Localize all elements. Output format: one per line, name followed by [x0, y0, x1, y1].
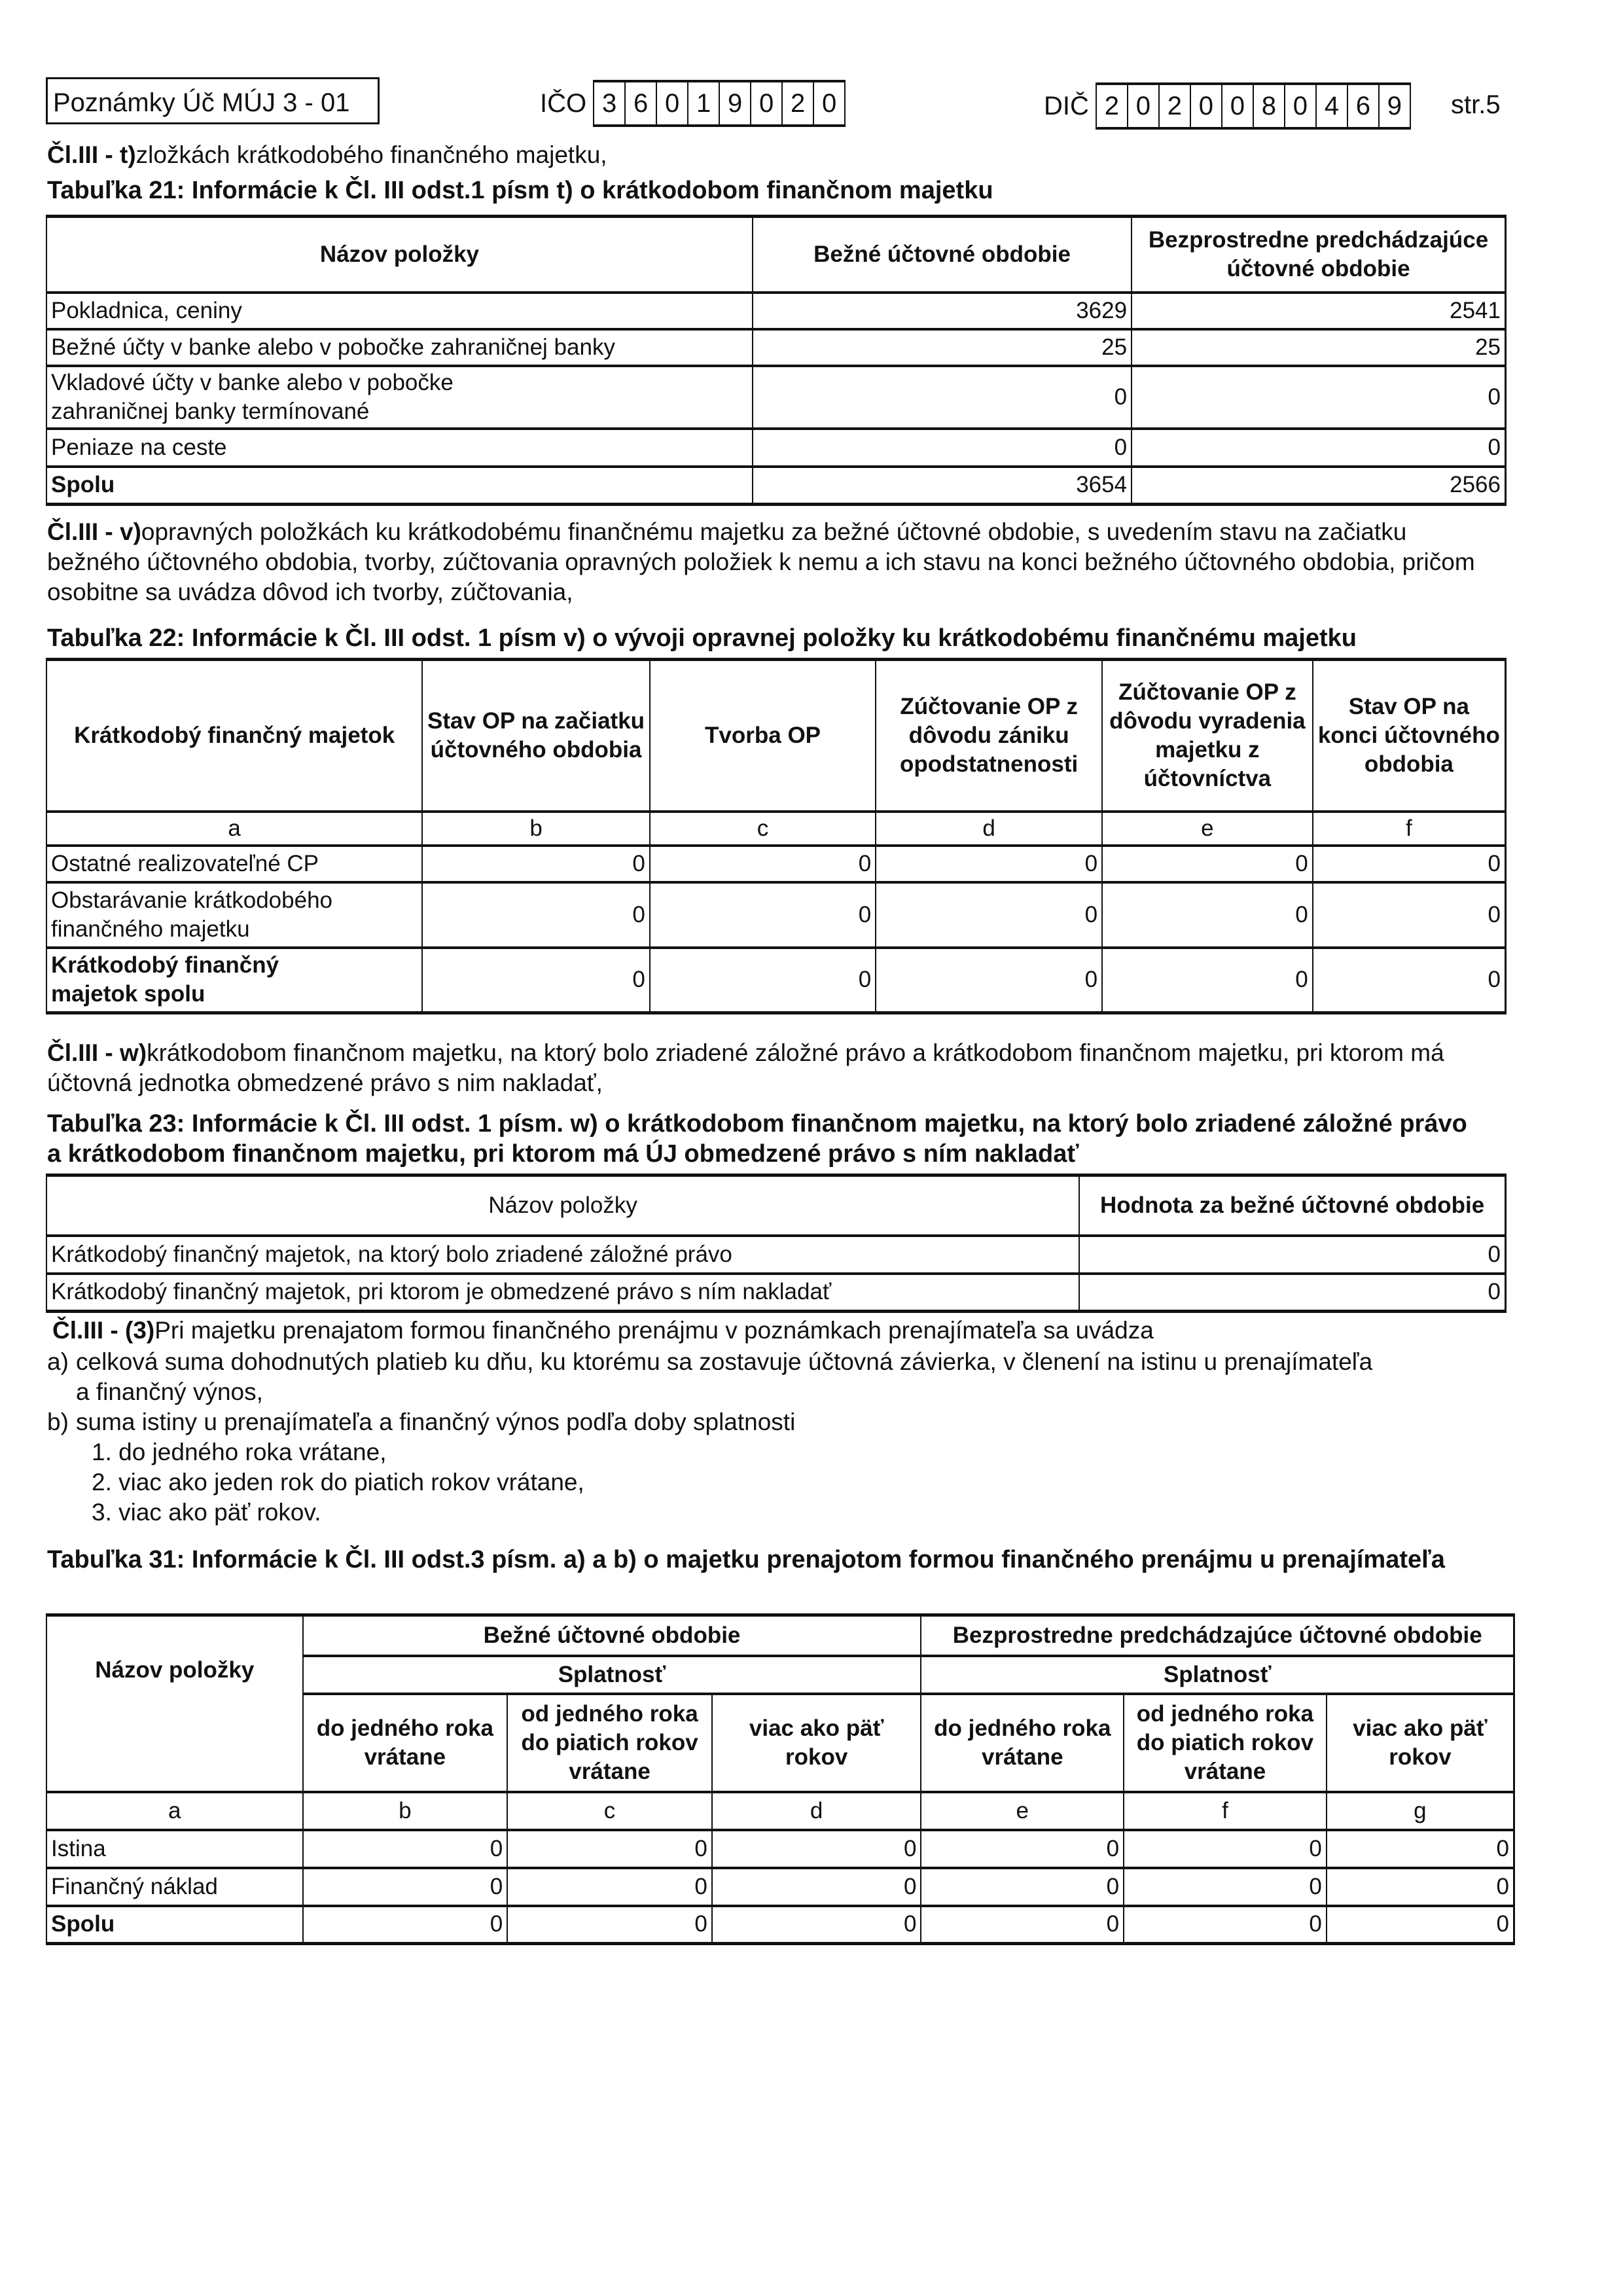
t22-cell: 0	[650, 948, 876, 1013]
t31-cell: 0	[303, 1906, 508, 1944]
ico-digit: 6	[626, 82, 657, 124]
section-t	[47, 140, 1513, 170]
t22-header-start: Stav OP na začiatku účtovného obdobia	[422, 660, 650, 812]
t21-row-previous: 0	[1132, 429, 1505, 467]
t21-row-previous: 2541	[1132, 293, 1505, 329]
t22-cell: 0	[1102, 948, 1313, 1013]
dic-digit: 0	[1128, 85, 1160, 127]
t31-cell: 0	[303, 1868, 508, 1906]
t22-cell: 0	[650, 882, 876, 948]
t22-cell: 0	[1313, 846, 1506, 882]
dic-digits	[1096, 82, 1411, 130]
ico-digits	[593, 80, 846, 127]
table-31	[46, 1613, 1515, 1945]
t31-cell: 0	[507, 1906, 712, 1944]
t21-row-current: 25	[753, 329, 1132, 366]
t22-letter: b	[422, 812, 650, 846]
table-row	[46, 846, 1506, 882]
table21-caption: Tabuľka 21: Informácie k Čl. III odst.1 písm t) o krátkodobom finančnom majetku	[47, 177, 993, 204]
t22-row-name: Obstarávanie krátkodobého finančného majetku	[46, 882, 422, 948]
table-row	[46, 1274, 1506, 1312]
table-21	[46, 215, 1507, 506]
t21-row-current: 0	[753, 429, 1132, 467]
table-row	[46, 1906, 1514, 1944]
t31-cell: 0	[507, 1868, 712, 1906]
t31-subheader-maturity: Splatnosť	[303, 1656, 921, 1694]
list-marker: b)	[47, 1408, 69, 1435]
t22-cell: 0	[1313, 948, 1506, 1013]
table-22	[46, 658, 1507, 1014]
t31-cell: 0	[712, 1906, 921, 1944]
t31-col-header: od jedného roka do piatich rokov vrátane	[1124, 1694, 1327, 1792]
dic-digit: 0	[1191, 85, 1222, 127]
t22-cell: 0	[422, 846, 650, 882]
t31-cell: 0	[712, 1830, 921, 1868]
list-subitem: 2. viac ako jeden rok do piatich rokov vrátane,	[92, 1469, 584, 1496]
table23-caption: Tabuľka 23: Informácie k Čl. III odst. 1 písm. w) o krátkodobom finančnom majetku, na ktorý bolo zriadené záložné právo a krátkodobom finančnom majetku, pri ktorom má ÚJ obmedzené právo s ním nakladať	[47, 1110, 1467, 1168]
table-row	[46, 366, 1506, 429]
section-v-prefix: Čl.III - v)	[47, 518, 141, 545]
t22-header-settle-reason: Zúčtovanie OP z dôvodu zániku opodstatnenosti	[876, 660, 1102, 812]
t22-letter: a	[46, 812, 422, 846]
dic-digit: 2	[1160, 85, 1191, 127]
t31-letter: e	[921, 1792, 1124, 1830]
t23-row-value: 0	[1079, 1274, 1505, 1312]
t22-letter: c	[650, 812, 876, 846]
dic-digit: 0	[1285, 85, 1317, 127]
t31-cell: 0	[921, 1868, 1124, 1906]
ico-label: IČO	[540, 88, 587, 118]
t21-header-name: Názov položky	[46, 217, 753, 293]
t22-cell: 0	[650, 846, 876, 882]
t31-cell: 0	[921, 1906, 1124, 1944]
t21-header-current: Bežné účtovné obdobie	[753, 217, 1132, 293]
t31-row-name: Istina	[46, 1830, 303, 1868]
ico-digit: 0	[657, 82, 688, 124]
t22-row-name: Krátkodobý finančný majetok spolu	[46, 948, 422, 1013]
t31-letter: b	[303, 1792, 508, 1830]
t22-cell: 0	[422, 882, 650, 948]
t31-cell: 0	[303, 1830, 508, 1868]
list-subitem: 1. do jedného roka vrátane,	[92, 1439, 387, 1465]
table-23	[46, 1174, 1507, 1313]
t21-row-current: 0	[753, 366, 1132, 429]
t31-cell: 0	[1327, 1906, 1514, 1944]
t21-row-name: Pokladnica, ceniny	[46, 293, 753, 329]
t21-row-name: Bežné účty v banke alebo v pobočke zahraničnej banky	[46, 329, 753, 366]
list-text: suma istiny u prenajímateľa a finančný výnos podľa doby splatnosti	[76, 1408, 796, 1435]
ico-digit: 1	[688, 82, 720, 124]
t22-header-end: Stav OP na konci účtovného obdobia	[1313, 660, 1506, 812]
dic-field	[1044, 82, 1411, 130]
list-marker: a)	[47, 1348, 69, 1375]
dic-digit: 2	[1097, 85, 1128, 127]
t31-letter: a	[46, 1792, 303, 1830]
table-row	[46, 1236, 1506, 1274]
table-row	[46, 948, 1506, 1013]
section-3	[52, 1316, 1492, 1346]
t23-row-name: Krátkodobý finančný majetok, pri ktorom je obmedzené právo s ním nakladať	[46, 1274, 1079, 1312]
t22-cell: 0	[1313, 882, 1506, 948]
t31-cell: 0	[1124, 1906, 1327, 1944]
t31-cell: 0	[1327, 1868, 1514, 1906]
t21-row-previous: 2566	[1132, 467, 1505, 505]
t23-row-name: Krátkodobý finančný majetok, na ktorý bolo zriadené záložné právo	[46, 1236, 1079, 1274]
section-w-text: krátkodobom finančnom majetku, na ktorý bolo zriadené záložné právo a krátkodobom finančnom majetku, pri ktorom má účtovná jednotka obmedzené právo s nim nakladať,	[47, 1039, 1444, 1096]
ico-digit: 0	[751, 82, 783, 124]
table-row	[46, 882, 1506, 948]
list-subitem: 3. viac ako päť rokov.	[92, 1499, 321, 1526]
table-row	[46, 329, 1506, 366]
table-row	[46, 1830, 1514, 1868]
t22-letter: e	[1102, 812, 1313, 846]
section-t-prefix: Čl.III - t)	[47, 141, 136, 168]
t22-row-name: Ostatné realizovateľné CP	[46, 846, 422, 882]
t31-cell: 0	[1124, 1830, 1327, 1868]
dic-label: DIČ	[1044, 91, 1089, 120]
t31-cell: 0	[1327, 1830, 1514, 1868]
section-3-prefix: Čl.III - (3)	[52, 1317, 155, 1344]
t21-row-name: Spolu	[46, 467, 753, 505]
t31-col-header: viac ako päť rokov	[712, 1694, 921, 1792]
t21-header-previous: Bezprostredne predchádzajúce účtovné obdobie	[1132, 217, 1505, 293]
section-3-list	[47, 1347, 1421, 1528]
t31-letter: d	[712, 1792, 921, 1830]
dic-digit: 9	[1380, 85, 1411, 127]
t31-header-current: Bežné účtovné obdobie	[303, 1615, 921, 1656]
table-row	[46, 429, 1506, 467]
section-3-text: Pri majetku prenajatom formou finančného prenájmu v poznámkach prenajímateľa sa uvádza	[154, 1317, 1154, 1344]
t22-cell: 0	[1102, 846, 1313, 882]
dic-digit: 6	[1348, 85, 1380, 127]
ico-digit: 9	[720, 82, 751, 124]
t31-cell: 0	[712, 1868, 921, 1906]
t31-header-name: Názov položky	[46, 1615, 303, 1792]
t31-col-header: do jedného roka vrátane	[303, 1694, 508, 1792]
t31-header-previous: Bezprostredne predchádzajúce účtovné obdobie	[921, 1615, 1514, 1656]
t23-header-value: Hodnota za bežné účtovné obdobie	[1079, 1175, 1505, 1236]
t31-cell: 0	[921, 1830, 1124, 1868]
ico-digit: 3	[594, 82, 626, 124]
list-item	[47, 1407, 1421, 1437]
t21-row-name: Vkladové účty v banke alebo v pobočke zahraničnej banky termínované	[46, 366, 753, 429]
t22-cell: 0	[876, 846, 1102, 882]
section-w-prefix: Čl.III - w)	[47, 1039, 147, 1066]
table31-caption: Tabuľka 31: Informácie k Čl. III odst.3 písm. a) a b) o majetku prenajotom formou finančného prenájmu u prenajímateľa	[47, 1546, 1445, 1573]
table-row	[46, 1868, 1514, 1906]
t31-letter: f	[1124, 1792, 1327, 1830]
t22-cell: 0	[422, 948, 650, 1013]
t23-header-name: Názov položky	[46, 1175, 1079, 1236]
t31-col-header: od jedného roka do piatich rokov vrátane	[507, 1694, 712, 1792]
ico-digit: 2	[783, 82, 814, 124]
t31-letter: g	[1327, 1792, 1514, 1830]
t21-row-current: 3629	[753, 293, 1132, 329]
t31-row-name: Finančný náklad	[46, 1868, 303, 1906]
t22-cell: 0	[876, 882, 1102, 948]
t21-row-previous: 25	[1132, 329, 1505, 366]
t22-cell: 0	[1102, 882, 1313, 948]
t31-col-header: viac ako päť rokov	[1327, 1694, 1514, 1792]
table22-caption: Tabuľka 22: Informácie k Čl. III odst. 1 písm v) o vývoji opravnej položky ku krátkodobému finančnému majetku	[47, 624, 1357, 652]
section-t-text: zložkách krátkodobého finančného majetku,	[135, 141, 607, 168]
t31-cell: 0	[1124, 1868, 1327, 1906]
section-w	[47, 1038, 1500, 1098]
t31-letter: c	[507, 1792, 712, 1830]
t22-header-settle-disposal: Zúčtovanie OP z dôvodu vyradenia majetku z účtovníctva	[1102, 660, 1313, 812]
t31-subheader-maturity: Splatnosť	[921, 1656, 1514, 1694]
t21-row-name: Peniaze na ceste	[46, 429, 753, 467]
t31-cell: 0	[507, 1830, 712, 1868]
form-title-box	[46, 77, 380, 124]
page-number: str.5	[1451, 90, 1501, 119]
section-v	[47, 517, 1487, 607]
t22-letter: d	[876, 812, 1102, 846]
list-item	[47, 1347, 1421, 1407]
list-text: celková suma dohodnutých platieb ku dňu, ku ktorému sa zostavuje účtovná závierka, v členení na istinu u prenajímateľa a finančný výnos,	[76, 1348, 1373, 1405]
section-v-text: opravných položkách ku krátkodobému finančnému majetku za bežné účtovné obdobie, s uvedením stavu na začiatku bežného účtovného obdobia, tvorby, zúčtovania opravných položiek k nemu a ich stavu na konci bežného účtovného obdobia, pričom osobitne sa uvádza dôvod ich tvorby, zúčtovania,	[47, 518, 1475, 605]
dic-digit: 0	[1222, 85, 1254, 127]
form-title: Poznámky Úč MÚJ 3 - 01	[53, 88, 350, 117]
t31-col-header: do jedného roka vrátane	[921, 1694, 1124, 1792]
t23-row-value: 0	[1079, 1236, 1505, 1274]
t22-header-asset: Krátkodobý finančný majetok	[46, 660, 422, 812]
t22-cell: 0	[876, 948, 1102, 1013]
t21-row-previous: 0	[1132, 366, 1505, 429]
ico-digit: 0	[814, 82, 846, 124]
t22-letter: f	[1313, 812, 1506, 846]
dic-digit: 8	[1254, 85, 1285, 127]
table-row	[46, 293, 1506, 329]
table-row	[46, 467, 1506, 505]
t31-row-name: Spolu	[46, 1906, 303, 1944]
dic-digit: 4	[1317, 85, 1348, 127]
t22-header-creation: Tvorba OP	[650, 660, 876, 812]
t21-row-current: 3654	[753, 467, 1132, 505]
ico-field	[540, 80, 846, 127]
